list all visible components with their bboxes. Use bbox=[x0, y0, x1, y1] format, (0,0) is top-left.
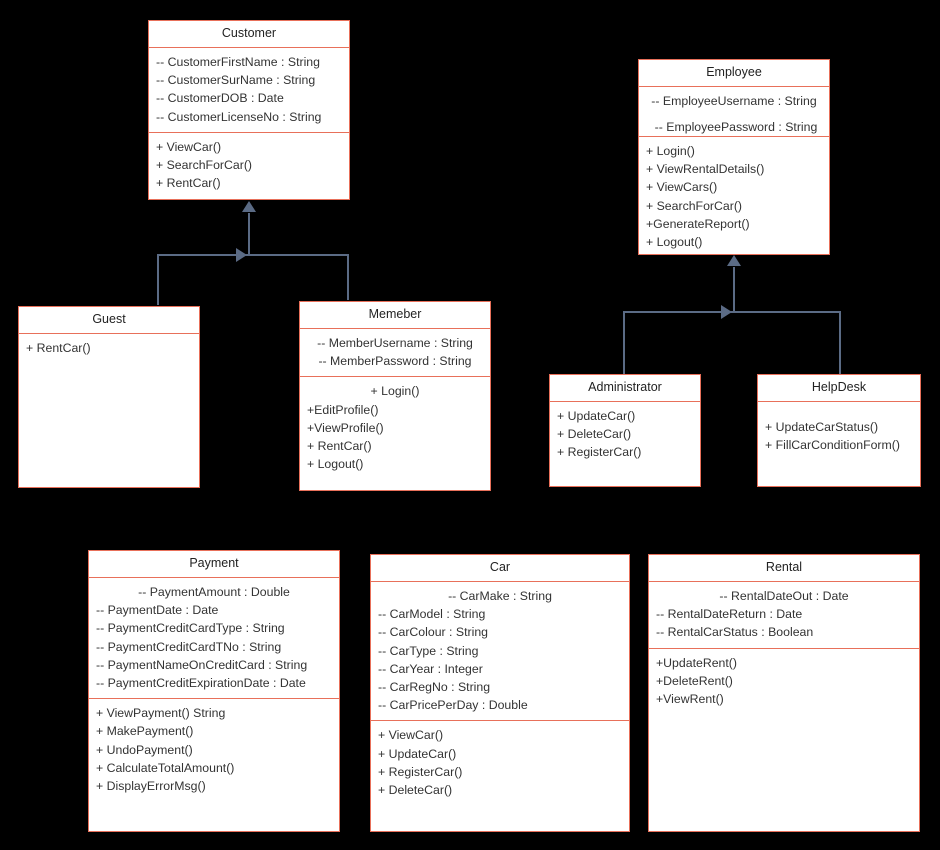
class-box-employee[interactable] bbox=[638, 59, 830, 255]
generalization-line-administrator-drop bbox=[623, 311, 625, 375]
method-row: + RegisterCar() bbox=[378, 764, 463, 779]
attribute-row: -- CarYear : Integer bbox=[378, 661, 483, 676]
class-box-car[interactable] bbox=[370, 554, 630, 832]
generalization-line-memeber-drop bbox=[347, 254, 349, 300]
class-name-guest: Guest bbox=[19, 307, 199, 334]
method-row: + Logout() bbox=[307, 457, 364, 472]
attributes-payment bbox=[89, 578, 339, 699]
method-row: + RentCar() bbox=[307, 438, 372, 453]
attribute-row: -- CustomerLicenseNo : String bbox=[156, 109, 322, 124]
class-name-customer: Customer bbox=[149, 21, 349, 48]
attribute-row: -- CustomerFirstName : String bbox=[156, 55, 320, 69]
method-row: + ViewCar() bbox=[156, 139, 222, 154]
class-box-helpdesk[interactable] bbox=[757, 374, 921, 487]
methods-customer bbox=[149, 133, 349, 199]
methods-guest bbox=[19, 334, 199, 487]
attribute-row: -- EmployeeUsername : String bbox=[651, 94, 817, 108]
attribute-row: -- PaymentDate : Date bbox=[96, 603, 219, 618]
method-row: +EditProfile() bbox=[307, 402, 379, 417]
attributes-rental bbox=[649, 582, 919, 649]
attribute-row: -- PaymentCreditExpirationDate : Date bbox=[96, 675, 306, 690]
attribute-row: -- CarRegNo : String bbox=[378, 679, 491, 694]
attributes-memeber bbox=[300, 329, 490, 377]
method-row: + Login() bbox=[370, 384, 420, 399]
generalization-line-employee-horizontal bbox=[623, 311, 841, 313]
generalization-line-customer-horizontal bbox=[157, 254, 349, 256]
attribute-row: -- PaymentCreditCardType : String bbox=[96, 621, 285, 636]
attribute-row: -- RentalDateOut : Date bbox=[719, 589, 849, 603]
methods-helpdesk bbox=[758, 402, 920, 486]
method-row: + UpdateCar() bbox=[378, 746, 457, 761]
method-row: +ViewRent() bbox=[656, 691, 724, 706]
attribute-row: -- MemberUsername : String bbox=[317, 336, 473, 350]
attribute-row: -- CarModel : String bbox=[378, 607, 486, 622]
class-box-administrator[interactable] bbox=[549, 374, 701, 487]
method-row: +ViewProfile() bbox=[307, 420, 384, 435]
class-name-car: Car bbox=[371, 555, 629, 582]
methods-car bbox=[371, 721, 629, 831]
method-row: + ViewCars() bbox=[646, 180, 718, 195]
attribute-row: -- RentalCarStatus : Boolean bbox=[656, 625, 814, 640]
method-row: + DeleteCar() bbox=[378, 782, 453, 797]
method-row: + ViewCar() bbox=[378, 728, 444, 743]
method-row: +DeleteRent() bbox=[656, 673, 733, 688]
generalization-arrow-employee-branch bbox=[721, 305, 732, 319]
method-row: + ViewPayment() String bbox=[96, 706, 226, 721]
attribute-row: -- MemberPassword : String bbox=[318, 354, 472, 369]
method-row: + Logout() bbox=[646, 234, 703, 249]
class-box-payment[interactable] bbox=[88, 550, 340, 832]
methods-memeber bbox=[300, 377, 490, 479]
method-row: + Login() bbox=[646, 144, 695, 158]
generalization-arrow-customer-branch bbox=[236, 248, 247, 262]
class-name-rental: Rental bbox=[649, 555, 919, 582]
method-row: + SearchForCar() bbox=[156, 157, 253, 172]
method-row: + MakePayment() bbox=[96, 724, 194, 739]
attribute-row: -- CustomerDOB : Date bbox=[156, 91, 284, 106]
attribute-row: -- CarPricePerDay : Double bbox=[378, 698, 528, 713]
generalization-line-customer-vertical bbox=[248, 213, 250, 255]
methods-employee bbox=[639, 120, 829, 257]
class-box-memeber[interactable] bbox=[299, 301, 491, 491]
attribute-row: -- PaymentAmount : Double bbox=[138, 585, 290, 599]
method-row: + UpdateCar() bbox=[557, 409, 636, 423]
attribute-row: -- PaymentNameOnCreditCard : String bbox=[96, 657, 308, 672]
method-row: + DeleteCar() bbox=[557, 427, 632, 442]
class-name-helpdesk: HelpDesk bbox=[758, 375, 920, 402]
method-row: + CalculateTotalAmount() bbox=[96, 760, 235, 775]
class-name-payment: Payment bbox=[89, 551, 339, 578]
method-row: +GenerateReport() bbox=[646, 216, 750, 231]
method-row: + RentCar() bbox=[156, 176, 221, 191]
methods-rental bbox=[649, 649, 919, 831]
class-box-customer[interactable] bbox=[148, 20, 350, 200]
methods-administrator bbox=[550, 402, 700, 486]
generalization-line-guest-drop bbox=[157, 254, 159, 305]
attribute-row: -- PaymentCreditCardTNo : String bbox=[96, 639, 282, 654]
attributes-car bbox=[371, 582, 629, 721]
methods-payment bbox=[89, 699, 339, 831]
method-row: + RegisterCar() bbox=[557, 445, 642, 460]
method-row: +UpdateRent() bbox=[656, 655, 737, 670]
method-row: + SearchForCar() bbox=[646, 198, 743, 213]
method-row: + ViewRentalDetails() bbox=[646, 162, 765, 177]
method-row: + RentCar() bbox=[26, 341, 91, 355]
generalization-line-employee-vertical bbox=[733, 267, 735, 312]
method-row: + FillCarConditionForm() bbox=[765, 438, 900, 453]
generalization-line-helpdesk-drop bbox=[839, 311, 841, 375]
method-row: + UndoPayment() bbox=[96, 742, 193, 757]
attribute-row: -- CarMake : String bbox=[448, 589, 552, 603]
attribute-row: -- EmployeePassword : String bbox=[654, 120, 818, 134]
method-row: + DisplayErrorMsg() bbox=[96, 778, 206, 793]
method-row: + UpdateCarStatus() bbox=[765, 420, 879, 434]
attribute-row: -- CarType : String bbox=[378, 643, 479, 658]
attributes-customer bbox=[149, 48, 349, 133]
class-name-administrator: Administrator bbox=[550, 375, 700, 402]
class-name-employee: Employee bbox=[639, 60, 829, 87]
generalization-arrow-customer bbox=[242, 201, 256, 212]
attribute-row: -- RentalDateReturn : Date bbox=[656, 607, 803, 622]
attribute-row: -- CustomerSurName : String bbox=[156, 73, 316, 88]
attribute-row: -- CarColour : String bbox=[378, 625, 489, 640]
class-name-memeber: Memeber bbox=[300, 302, 490, 329]
class-box-guest[interactable] bbox=[18, 306, 200, 488]
class-box-rental[interactable] bbox=[648, 554, 920, 832]
